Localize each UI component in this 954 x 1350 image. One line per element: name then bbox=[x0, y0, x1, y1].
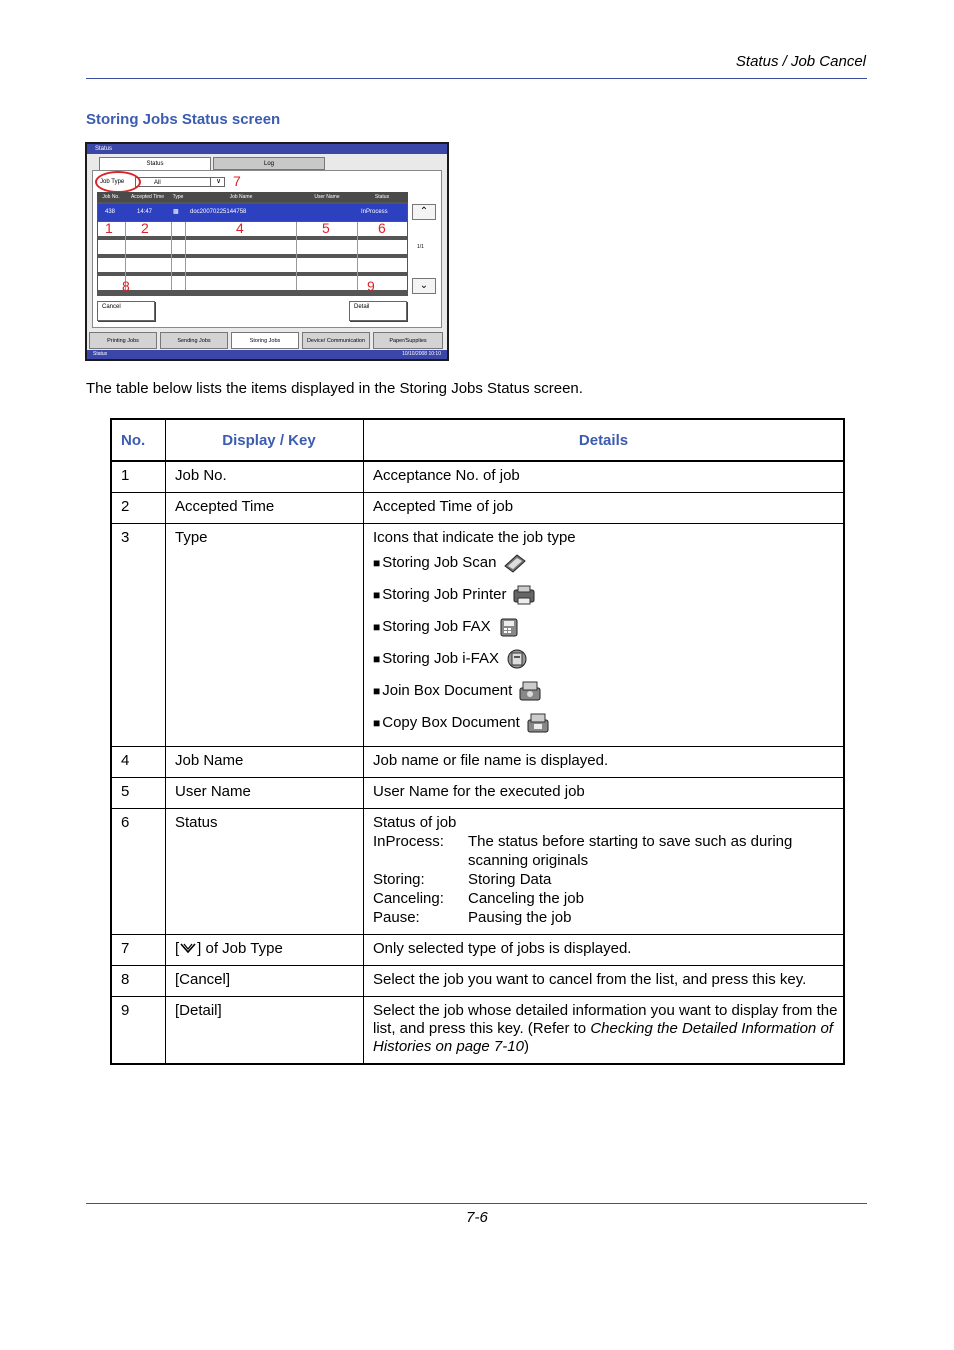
row-key bbox=[166, 935, 364, 966]
status-intro: Status of job bbox=[373, 814, 457, 831]
table-row bbox=[111, 493, 844, 524]
tab-paper-supplies[interactable]: Paper/Supplies bbox=[373, 332, 443, 349]
status-key[interactable]: Status bbox=[93, 351, 108, 357]
table-row bbox=[111, 997, 844, 1065]
column-divider bbox=[185, 222, 186, 290]
list-item bbox=[373, 889, 843, 908]
column-divider bbox=[296, 222, 297, 290]
row-details bbox=[364, 524, 845, 747]
table-header-row bbox=[111, 419, 844, 461]
row-details: Only selected type of jobs is displayed. bbox=[364, 935, 845, 966]
key-bracket-open: [ bbox=[175, 940, 180, 957]
panel-status-bar bbox=[87, 350, 447, 359]
row-details: User Name for the executed job bbox=[364, 778, 845, 809]
header-details: Details bbox=[364, 419, 845, 461]
row-key: Job Name bbox=[166, 747, 364, 778]
row-key: Job No. bbox=[166, 461, 364, 493]
details-text: Select the job whose detailed information you want to display from the list, and press this key. (Refer to bbox=[373, 1002, 838, 1037]
key-suffix: ] of Job Type bbox=[197, 940, 283, 957]
list-item bbox=[373, 908, 843, 927]
status-value: Storing Data bbox=[468, 871, 552, 888]
callout-4: 4 bbox=[236, 220, 244, 236]
list-item[interactable] bbox=[98, 240, 407, 254]
list-item[interactable] bbox=[98, 276, 407, 290]
list-item[interactable] bbox=[98, 258, 407, 272]
scroll-up-button[interactable] bbox=[412, 204, 436, 220]
column-divider bbox=[357, 222, 358, 290]
status-value: Canceling the job bbox=[468, 890, 584, 907]
callout-2: 2 bbox=[141, 220, 149, 236]
bullet-icon: ■ bbox=[373, 588, 381, 602]
table-row bbox=[111, 461, 844, 493]
col-status: Status bbox=[374, 194, 390, 200]
status-key: Canceling: bbox=[373, 890, 444, 907]
callout-ellipse bbox=[95, 171, 141, 193]
col-job-no: Job No. bbox=[102, 194, 120, 200]
row-no: 7 bbox=[111, 935, 166, 966]
table-row bbox=[111, 778, 844, 809]
bullet-icon: ■ bbox=[373, 684, 381, 698]
footer-rule bbox=[86, 1203, 867, 1204]
job-type-label: Job Type bbox=[100, 179, 125, 185]
row-key: Type bbox=[166, 524, 364, 747]
bullet-icon: ■ bbox=[373, 652, 381, 666]
ifax-icon bbox=[505, 648, 529, 670]
row-details: Job name or file name is displayed. bbox=[364, 747, 845, 778]
row-time: 14:47 bbox=[137, 209, 153, 215]
row-no: 9 bbox=[111, 997, 166, 1065]
row-details bbox=[364, 997, 845, 1065]
callout-5: 5 bbox=[322, 220, 330, 236]
copy-box-document-icon bbox=[526, 712, 550, 734]
row-no: 5 bbox=[111, 778, 166, 809]
tab-status[interactable]: Status bbox=[99, 157, 211, 170]
list-item bbox=[373, 832, 843, 870]
tab-log[interactable]: Log bbox=[213, 157, 325, 170]
table-row bbox=[111, 809, 844, 935]
row-no: 1 bbox=[111, 461, 166, 493]
col-type: Type bbox=[172, 194, 184, 200]
tab-storing-jobs[interactable]: Storing Jobs bbox=[231, 332, 299, 349]
cancel-button[interactable]: Cancel bbox=[97, 301, 155, 321]
row-details: Acceptance No. of job bbox=[364, 461, 845, 493]
section-title: Storing Jobs Status screen bbox=[86, 111, 281, 128]
col-accepted-time: Accepted Time bbox=[130, 194, 165, 200]
status-key: Pause: bbox=[373, 909, 420, 926]
col-job-name: Job Name bbox=[229, 194, 253, 200]
scanner-icon bbox=[503, 552, 527, 574]
row-details: Select the job you want to cancel from the list, and press this key. bbox=[364, 966, 845, 997]
intro-text: The table below lists the items displayed in the Storing Jobs Status screen. bbox=[86, 380, 583, 397]
row-no: 4 bbox=[111, 747, 166, 778]
header-no: No. bbox=[111, 419, 166, 461]
col-user-name: User Name bbox=[314, 194, 340, 200]
row-job-no: 438 bbox=[105, 209, 116, 215]
page-number: 7-6 bbox=[466, 1209, 488, 1226]
items-table bbox=[110, 418, 845, 1065]
status-key: InProcess: bbox=[373, 833, 444, 850]
type-label: Storing Job i-FAX bbox=[382, 650, 499, 667]
type-label: Join Box Document bbox=[382, 682, 513, 699]
job-type-select[interactable]: All bbox=[135, 177, 225, 187]
list-item bbox=[373, 611, 843, 643]
row-no: 6 bbox=[111, 809, 166, 935]
callout-1: 1 bbox=[105, 220, 113, 236]
details-text-end: ) bbox=[523, 1038, 529, 1055]
join-box-document-icon bbox=[518, 680, 542, 702]
row-no: 3 bbox=[111, 524, 166, 747]
header-rule bbox=[86, 78, 867, 79]
tab-printing-jobs[interactable]: Printing Jobs bbox=[89, 332, 157, 349]
panel-titlebar: Status bbox=[87, 144, 447, 154]
scroll-down-button[interactable] bbox=[412, 278, 436, 294]
table-row bbox=[111, 747, 844, 778]
scanner-icon: ▩ bbox=[173, 209, 179, 215]
running-header: Status / Job Cancel bbox=[735, 53, 866, 70]
cross-reference: Checking the Detailed Information of Histories on page 7-10 bbox=[373, 1020, 833, 1055]
table-row bbox=[111, 935, 844, 966]
status-panel-screenshot bbox=[85, 142, 449, 361]
status-key: Storing: bbox=[373, 871, 425, 888]
callout-9: 9 bbox=[367, 278, 375, 294]
tab-sending-jobs[interactable]: Sending Jobs bbox=[160, 332, 228, 349]
bullet-icon: ■ bbox=[373, 716, 381, 730]
row-status: InProcess bbox=[361, 209, 388, 215]
row-no: 2 bbox=[111, 493, 166, 524]
column-divider bbox=[171, 222, 172, 290]
type-label: Copy Box Document bbox=[382, 714, 520, 731]
row-key: [Cancel] bbox=[166, 966, 364, 997]
type-label: Storing Job Scan bbox=[382, 554, 497, 571]
status-value: The status before starting to save such as during scanning originals bbox=[468, 833, 793, 869]
printer-icon bbox=[512, 584, 536, 606]
row-key: Status bbox=[166, 809, 364, 935]
chevron-down-icon[interactable]: ∨ bbox=[210, 177, 226, 187]
header-display-key: Display / Key bbox=[166, 419, 364, 461]
callout-6: 6 bbox=[378, 220, 386, 236]
row-key: [Detail] bbox=[166, 997, 364, 1065]
bullet-icon: ■ bbox=[373, 556, 381, 570]
bullet-icon: ■ bbox=[373, 620, 381, 634]
callout-7: 7 bbox=[233, 173, 241, 189]
tab-device-communication[interactable]: Device/ Communication bbox=[302, 332, 370, 349]
page-indicator: 1/1 bbox=[417, 244, 424, 250]
list-item bbox=[373, 675, 843, 707]
chevron-down-icon bbox=[179, 941, 197, 955]
row-key: Accepted Time bbox=[166, 493, 364, 524]
type-label: Storing Job Printer bbox=[382, 586, 507, 603]
fax-icon bbox=[497, 616, 521, 638]
row-details bbox=[364, 809, 845, 935]
panel-datetime: 10/10/2008 10:10 bbox=[402, 351, 441, 357]
status-value: Pausing the job bbox=[468, 909, 572, 926]
row-key: User Name bbox=[166, 778, 364, 809]
chevron-down-icon: ⌄ bbox=[419, 280, 429, 291]
row-details: Accepted Time of job bbox=[364, 493, 845, 524]
detail-button[interactable]: Detail bbox=[349, 301, 407, 321]
type-intro: Icons that indicate the job type bbox=[373, 529, 576, 546]
list-item bbox=[373, 870, 843, 889]
list-item bbox=[373, 707, 843, 739]
table-row bbox=[111, 966, 844, 997]
type-label: Storing Job FAX bbox=[382, 618, 491, 635]
table-row bbox=[111, 524, 844, 747]
row-job-name: doc20070225144758 bbox=[190, 209, 247, 215]
callout-8: 8 bbox=[122, 278, 130, 294]
row-no: 8 bbox=[111, 966, 166, 997]
list-item bbox=[373, 547, 843, 579]
chevron-up-icon: ⌃ bbox=[419, 206, 429, 217]
list-item bbox=[373, 643, 843, 675]
list-item bbox=[373, 579, 843, 611]
